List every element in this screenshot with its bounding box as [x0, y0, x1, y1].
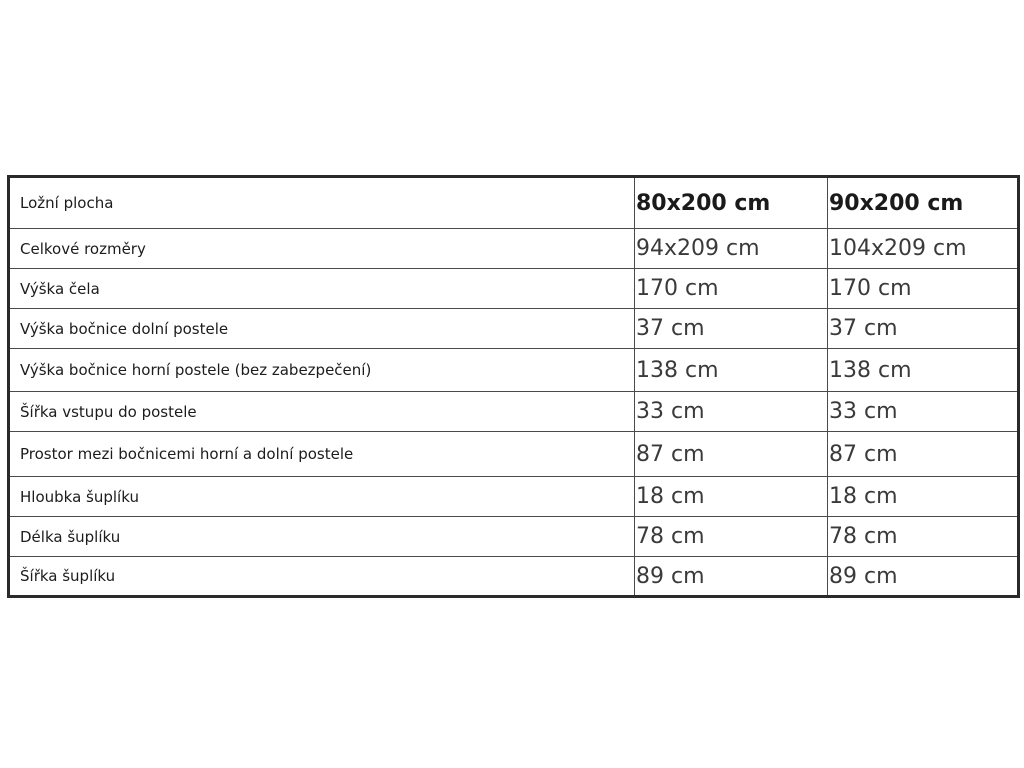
row-label: Šířka šuplíku: [9, 557, 635, 597]
table-row: [9, 349, 1019, 392]
row-value-90: 33 cm: [828, 392, 1019, 432]
row-value-90: 170 cm: [828, 269, 1019, 309]
row-value-80: 89 cm: [635, 557, 828, 597]
row-value-80: 37 cm: [635, 309, 828, 349]
table-row: [9, 309, 1019, 349]
row-value-90: 104x209 cm: [828, 229, 1019, 269]
bed-dimensions-table: [7, 175, 1020, 598]
header-size-80x200: 80x200 cm: [635, 177, 828, 229]
header-label-cell: Ložní plocha: [9, 177, 635, 229]
table-row: [9, 432, 1019, 477]
header-size-90x200: 90x200 cm: [828, 177, 1019, 229]
table-row: [9, 392, 1019, 432]
row-label: Celkové rozměry: [9, 229, 635, 269]
table-row: [9, 269, 1019, 309]
row-value-90: 138 cm: [828, 349, 1019, 392]
table-header-row: [9, 177, 1019, 229]
row-label: Výška bočnice horní postele (bez zabezpečení): [9, 349, 635, 392]
table-row: [9, 517, 1019, 557]
row-value-90: 89 cm: [828, 557, 1019, 597]
row-label: Výška čela: [9, 269, 635, 309]
row-value-90: 78 cm: [828, 517, 1019, 557]
table-row: [9, 477, 1019, 517]
row-label: Výška bočnice dolní postele: [9, 309, 635, 349]
row-value-80: 18 cm: [635, 477, 828, 517]
row-value-80: 94x209 cm: [635, 229, 828, 269]
row-label: Šířka vstupu do postele: [9, 392, 635, 432]
row-value-80: 138 cm: [635, 349, 828, 392]
row-value-80: 170 cm: [635, 269, 828, 309]
row-value-80: 87 cm: [635, 432, 828, 477]
row-label: Délka šuplíku: [9, 517, 635, 557]
table-row: [9, 229, 1019, 269]
table-row: [9, 557, 1019, 597]
row-value-80: 33 cm: [635, 392, 828, 432]
row-value-90: 87 cm: [828, 432, 1019, 477]
row-value-80: 78 cm: [635, 517, 828, 557]
row-value-90: 37 cm: [828, 309, 1019, 349]
row-label: Prostor mezi bočnicemi horní a dolní postele: [9, 432, 635, 477]
row-value-90: 18 cm: [828, 477, 1019, 517]
row-label: Hloubka šuplíku: [9, 477, 635, 517]
